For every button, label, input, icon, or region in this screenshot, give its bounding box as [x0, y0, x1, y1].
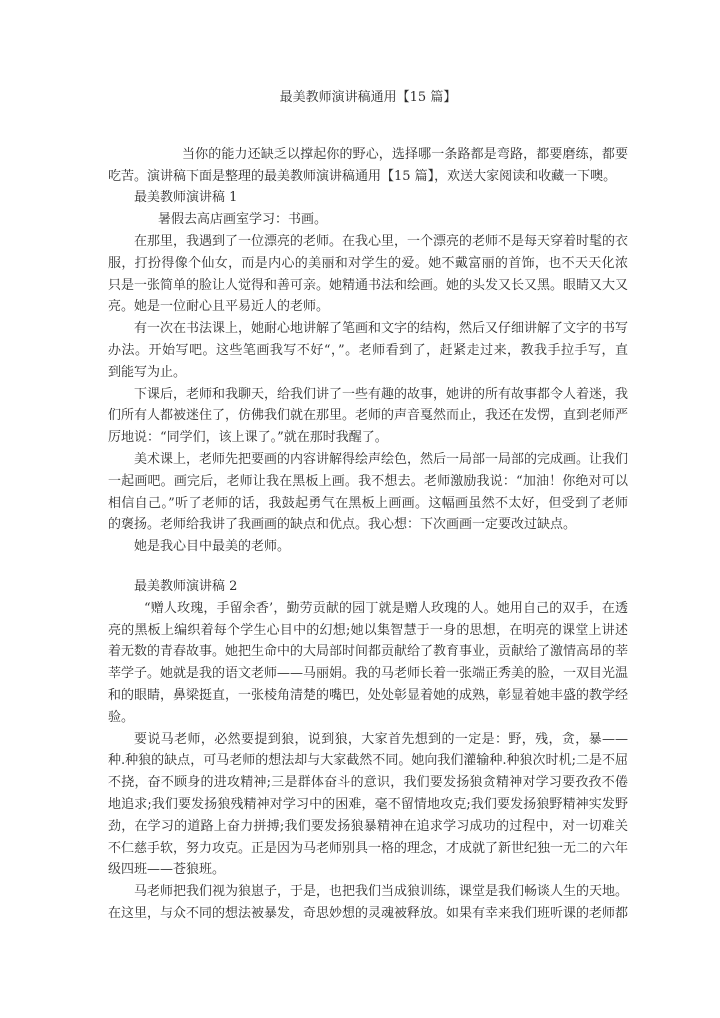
text-line: 莘学子。她就是我的语文老师——马丽娟。我的马老师长着一张端正秀美的脸，一双目光温 [108, 666, 628, 682]
text-line: 在这里，与众不同的想法被暴发，奇思妙想的灵魂被释放。如果有幸来我们班听课的老师都 [108, 905, 628, 921]
paragraph [108, 144, 628, 188]
text-line: 吃苦。演讲稿下面是整理的最美教师演讲稿通用【15 篇】，欢送大家阅读和收藏一下噢。 [108, 168, 617, 184]
text-line: 有一次在书法课上，她耐心地讲解了笔画和文字的结构，然后又仔细讲解了文字的书写 [134, 321, 628, 337]
text-line: “赠人玫瑰，手留余香’，勤劳贡献的园丁就是赠人玫瑰的人。她用自己的双手，在透 [144, 600, 628, 616]
text-line: 服，打扮得像个仙女，而是内心的美丽和对学生的爱。她不戴富丽的首饰，也不天天化浓 [108, 255, 628, 271]
text-line: 一起画吧。画完后，老师让我在黑板上画。我不想去。老师激励我说：“加油！你绝对可以 [108, 473, 628, 489]
text-line: 最美教师演讲稿 1 [134, 190, 238, 206]
text-line: 地追求;我们要发扬狼残精神对学习中的困难，毫不留情地攻克;我们要发扬狼野精神实发野 [108, 796, 628, 812]
text-line: 当你的能力还缺乏以撑起你的野心，选择哪一条路都是弯路，都要磨练，都要 [182, 146, 628, 162]
text-line: 她是我心目中最美的老师。 [134, 539, 291, 555]
paragraph [108, 449, 628, 536]
text-line: 要说马老师，必然要提到狼，说到狼，大家首先想到的一定是：野，残，贪，暴—— [134, 731, 628, 747]
section-heading [108, 576, 628, 598]
section-heading [108, 187, 628, 209]
text-line: 最美教师演讲稿 2 [134, 578, 238, 594]
text-line: 验。 [108, 709, 135, 725]
paragraph [108, 598, 628, 729]
paragraph [108, 384, 628, 449]
text-line: 办法。开始写吧。这些笔画我写不好“，”。老师看到了，赶紧走过来，教我手拉手写，直 [108, 342, 628, 358]
paragraph [108, 318, 628, 383]
text-line: 暑假去高店画室学习：书画。 [158, 212, 328, 228]
text-line: 到能写为止。 [108, 364, 187, 380]
text-line: 下课后，老师和我聊天，给我们讲了一些有趣的故事，她讲的所有故事都令人着迷，我 [134, 386, 628, 402]
text-line: 的褒扬。老师给我讲了我画画的缺点和优点。我心想：下次画画一定要改过缺点。 [108, 517, 577, 533]
text-line: 厉地说：“同学们，该上课了。”就在那时我醒了。 [108, 430, 388, 446]
text-line: 亮的黑板上编织着每个学生心目中的幻想;她以集智慧于一身的思想，在明亮的课堂上讲述 [108, 622, 628, 638]
paragraph [108, 536, 628, 558]
paragraph [108, 881, 628, 925]
text-line: 在那里，我遇到了一位漂亮的老师。在我心里，一个漂亮的老师不是每天穿着时髦的衣 [134, 233, 628, 249]
text-line: 种.种狼的缺点，可马老师的想法却与大家截然不同。她向我们灌输种.种狼次时机;二是不屈 [108, 753, 628, 769]
paragraph [108, 729, 628, 882]
text-line: 级四班——苍狼班。 [108, 862, 226, 878]
document-body [108, 144, 628, 925]
text-line: 不挠，奋不顾身的进攻精神;三是群体奋斗的意识，我们要发扬狼贪精神对学习要孜孜不倦 [108, 775, 628, 791]
text-line: 不仁慈手软，努力攻克。正是因为马老师别具一格的理念，才成就了新世纪独一无二的六年 [108, 840, 628, 856]
text-line: 只是一张简单的脸让人觉得和善可亲。她精通书法和绘画。她的头发又长又黑。眼睛又大又 [108, 277, 628, 293]
paragraph [108, 231, 628, 318]
text-line: 相信自己。”听了老师的话，我鼓起勇气在黑板上画画。这幅画虽然不太好，但受到了老师 [108, 495, 628, 511]
text-line: 美术课上，老师先把要画的内容讲解得绘声绘色，然后一局部一局部的完成画。让我们 [134, 451, 628, 467]
text-line: 劲，在学习的道路上奋力拼搏;我们要发扬狼暴精神在追求学习成功的过程中，对一切难关 [108, 818, 628, 834]
text-line: 和的眼睛，鼻梁挺直，一张棱角清楚的嘴巴，处处彰显着她的成熟，彰显着她丰盛的教学经 [108, 687, 628, 703]
text-line: 们所有人都被迷住了，仿佛我们就在那里。老师的声音戛然而止，我还在发愣，直到老师严 [108, 408, 628, 424]
text-line: 着无数的青春故事。她把生命中的大局部时间都贡献给了教育事业，贡献给了激情高昂的莘 [108, 644, 628, 660]
document-page [108, 87, 628, 925]
document-title: 最美教师演讲稿通用【15 篇】 [279, 90, 457, 105]
text-line: 亮。她是一位耐心且平易近人的老师。 [108, 299, 330, 315]
paragraph [108, 209, 628, 231]
text-line: 马老师把我们视为狼崽子，于是，也把我们当成狼训练，课堂是我们畅谈人生的天地。 [134, 884, 628, 900]
paragraph-gap [108, 558, 628, 576]
